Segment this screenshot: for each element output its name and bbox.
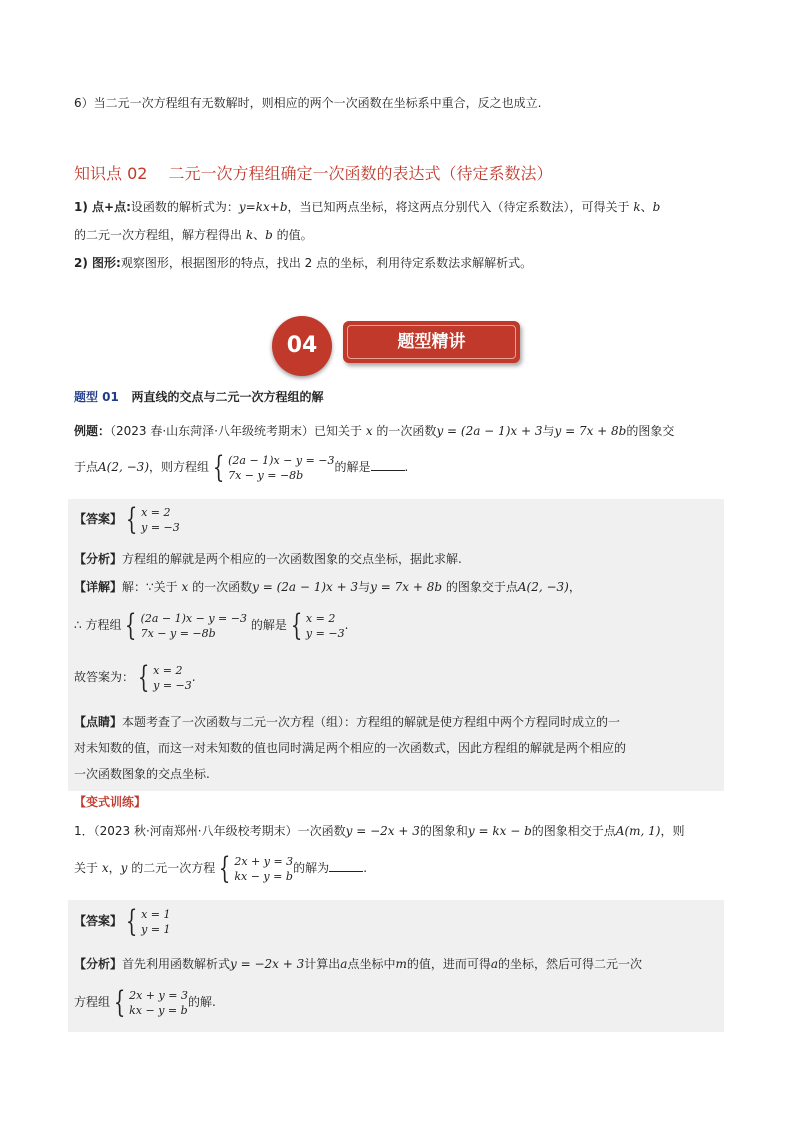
answer1-answer <box>74 502 180 536</box>
answer1-detail-line-2 <box>74 608 348 642</box>
answer2-answer <box>74 904 171 938</box>
answer2-system <box>122 903 171 939</box>
point-1-text-b: ，当已知两点坐标，将这两点分别代入（待定系数法），可得关于 <box>287 200 634 214</box>
question-system <box>215 850 294 886</box>
brace-icon: { <box>113 984 126 1020</box>
brace-icon: { <box>125 903 138 939</box>
detail-var-x: x <box>181 580 189 594</box>
example-f2: y = 7x + 8b <box>554 424 627 438</box>
comment-line-2: 对未知数的值，而这一对未知数的值也同时满足两个相应的一次函数式，因此方程组的解就是两个相应的 <box>74 741 627 755</box>
answer2-analysis-a: 首先利用函数解析式 <box>122 957 231 971</box>
example-source: （2023 春·山东菏泽·八年级统考期末）已知关于 <box>110 424 366 438</box>
detail-solution <box>287 607 345 643</box>
detail-sol-x: x = 2 <box>305 611 336 625</box>
example-mid: 的一次函数 <box>372 424 437 438</box>
answer2-analysis-e: 的坐标，然后可得二元一次 <box>498 957 643 971</box>
question-y: y <box>120 861 128 875</box>
var-k: k <box>633 200 641 214</box>
final-sol-y: y = −3 <box>153 678 192 692</box>
point-2-label: 2) 图形: <box>74 256 121 270</box>
detail-b: 关于 <box>153 580 182 594</box>
question-b: 的图象和 <box>419 824 468 838</box>
comment-label: 【点睛】 <box>74 715 123 729</box>
section-heading: 知识点 02 二元一次方程组确定一次函数的表达式（待定系数法） <box>74 164 553 183</box>
example-var-x: x <box>365 424 373 438</box>
detail-end: ， <box>568 580 581 594</box>
answer2-line2b: 的解. <box>187 995 216 1009</box>
sol-x: x = 2 <box>141 505 171 519</box>
example-line2b: ，则方程组 <box>149 460 210 474</box>
final-sol-x: x = 2 <box>153 663 183 677</box>
analysis-label: 【分析】 <box>74 552 123 566</box>
answer1-system <box>122 501 180 537</box>
system-label: 方程组 <box>85 618 122 632</box>
question-comma: ， <box>108 861 121 875</box>
detail-label: 【详解】 <box>74 580 123 594</box>
example-line2a: 于点 <box>74 460 99 474</box>
point-1-text-a: 设函数的解析式为： <box>130 200 239 214</box>
question-line2a: 关于 <box>74 861 102 875</box>
knowledge-item-6: 6）当二元一次方程组有无数解时，则相应的两个一次函数在坐标系中重合，反之也成立. <box>74 96 542 110</box>
example-and: 与 <box>542 424 555 438</box>
answer2-analysis-system <box>110 984 188 1020</box>
question-f2: y = kx − b <box>467 824 532 838</box>
example-eq1: (2a − 1)x − y = −3 <box>228 453 335 467</box>
answer1-analysis <box>74 550 462 568</box>
question-blank <box>329 859 363 872</box>
detail-a: 解： <box>122 580 147 594</box>
example-point: A(2, −3) <box>98 460 149 474</box>
brace-icon: { <box>137 659 150 695</box>
detail-f1: y = (2a − 1)x + 3 <box>252 580 359 594</box>
answer2-eq2: kx − y = b <box>129 1003 188 1017</box>
topic-heading <box>74 388 323 406</box>
example-end: . <box>404 460 409 474</box>
var-b-2: b <box>265 228 273 242</box>
question-f1: y = −2x + 3 <box>345 824 420 838</box>
var-k-2: k <box>245 228 254 242</box>
detail-sol-y: y = −3 <box>305 626 345 640</box>
variant-question-line-2 <box>74 851 367 885</box>
answer2-analysis-d: 的值，进而可得 <box>406 957 491 971</box>
answer2-var-a-2: a <box>490 957 499 971</box>
answer2-analysis-line-1 <box>74 955 642 973</box>
answer2-label: 【答案】 <box>74 914 123 928</box>
example-tail: 的图象交 <box>626 424 675 438</box>
comment-line-1 <box>74 709 620 735</box>
sep-2: 、 <box>253 228 266 242</box>
question-number: 1． <box>74 824 94 838</box>
detail-d: 的图象交于点 <box>442 580 518 594</box>
answer2-sol-x: x = 1 <box>141 907 171 921</box>
detail-period: . <box>344 618 349 632</box>
question-c: 的图象相交于点 <box>531 824 616 838</box>
question-line2c: 的解为 <box>293 861 330 875</box>
example-line2c: 的解是 <box>334 460 371 474</box>
brace-icon: { <box>290 607 303 643</box>
detail-system <box>121 607 247 643</box>
badge-number: 04 <box>286 333 318 358</box>
topic-title: 两直线的交点与二元一次方程组的解 <box>131 390 324 404</box>
answer2-line2a: 方程组 <box>74 995 111 1009</box>
badge-label: 题型精讲 <box>397 332 466 352</box>
answer2-analysis-b: 计算出 <box>304 957 341 971</box>
sol-y: y = −3 <box>141 520 180 534</box>
question-point: A(m, 1) <box>615 824 661 838</box>
variant-label: 【变式训练】 <box>74 795 147 809</box>
answer2-var-a: a <box>340 957 348 971</box>
comment-text-1: 本题考查了一次函数与二元一次方程（组）：方程组的解就是使方程组中两个方程同时成立的一 <box>122 715 621 729</box>
answer2-sol-y: y = 1 <box>141 922 171 936</box>
answer-blank <box>371 458 405 471</box>
point-1-label: 1) 点+点: <box>74 200 131 214</box>
answer2-analysis-line-2 <box>74 985 216 1019</box>
brace-icon: { <box>212 449 225 485</box>
analysis-text: 方程组的解就是两个相应的一次函数图象的交点坐标，据此求解. <box>122 552 462 566</box>
point-1-line-2 <box>74 226 313 244</box>
answer2-analysis-c: 点坐标中 <box>347 957 396 971</box>
brace-icon: { <box>125 607 137 643</box>
question-eq1: 2x + y = 3 <box>234 854 294 868</box>
detail-c: 的一次函数 <box>188 580 253 594</box>
topic-label: 题型 01 <box>74 390 119 404</box>
final-label: 故答案为： <box>74 670 135 684</box>
point-2-text: 观察图形，根据图形的特点，找出 2 点的坐标，利用待定系数法求解解析式。 <box>120 256 533 270</box>
brace-icon: { <box>125 501 138 537</box>
variant-question-line-1 <box>74 822 684 840</box>
answer2-analysis-f: y = −2x + 3 <box>230 957 305 971</box>
sol-is: 的解是 <box>250 618 287 632</box>
detail-and: 与 <box>358 580 371 594</box>
detail-f2: y = 7x + 8b <box>370 580 443 594</box>
question-a: （2023 秋·河南郑州·八年级校考期末）一次函数 <box>93 824 346 838</box>
example-system <box>209 449 335 485</box>
answer2-var-m: m <box>395 957 407 971</box>
final-solution <box>134 659 192 695</box>
point-1-text-c: 的二元一次方程组，解方程得出 <box>74 228 246 242</box>
detail-eq2: 7x − y = −8b <box>140 626 216 640</box>
therefore-icon: ∴ <box>74 618 82 632</box>
example-eq2: 7x − y = −8b <box>228 468 304 482</box>
point-1-formula: y=kx+b <box>238 200 288 214</box>
sep: 、 <box>640 200 653 214</box>
answer1-final <box>74 660 196 694</box>
example-f1: y = (2a − 1)x + 3 <box>436 424 543 438</box>
detail-point: A(2, −3) <box>517 580 569 594</box>
point-1-text-d: 的值。 <box>272 228 313 242</box>
point-2-line <box>74 254 532 272</box>
final-period: . <box>191 670 196 684</box>
example-line-1 <box>74 422 674 440</box>
brace-icon: { <box>219 850 231 886</box>
comment-line-3: 一次函数图象的交点坐标. <box>74 767 210 781</box>
answer1-detail-line-1 <box>74 578 581 596</box>
answer2-analysis-label: 【分析】 <box>74 957 123 971</box>
var-b: b <box>652 200 661 214</box>
question-line2b: 的二元一次方程 <box>127 861 216 875</box>
because-icon: ∵ <box>146 580 154 594</box>
detail-eq1: (2a − 1)x − y = −3 <box>140 611 247 625</box>
point-1-line-1 <box>74 198 660 216</box>
question-x: x <box>101 861 109 875</box>
example-line-2 <box>74 450 408 484</box>
answer-label: 【答案】 <box>74 512 123 526</box>
question-eq2: kx − y = b <box>234 869 293 883</box>
answer2-eq1: 2x + y = 3 <box>129 988 188 1002</box>
question-end: . <box>363 861 368 875</box>
example-label: 例题： <box>74 424 111 438</box>
question-d: ，则 <box>660 824 685 838</box>
